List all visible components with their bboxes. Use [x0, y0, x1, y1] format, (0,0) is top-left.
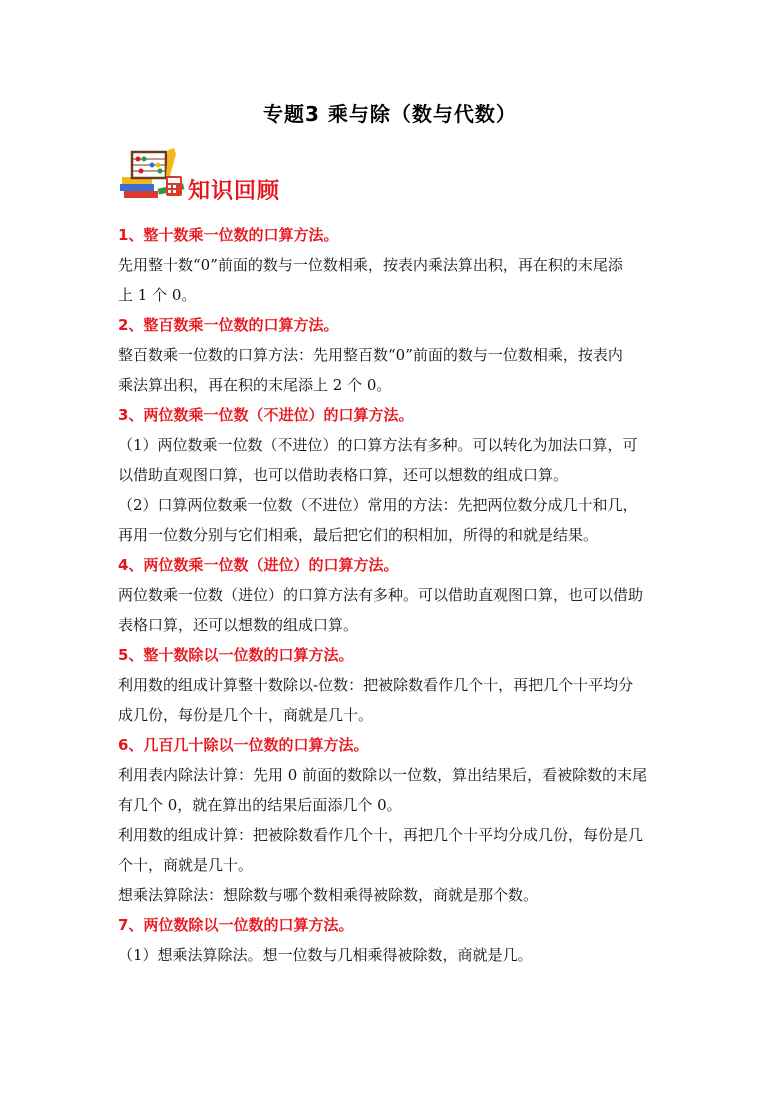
page-title: 专题3 乘与除（数与代数）: [263, 102, 517, 126]
section-heading: 6、几百几十除以一位数的口算方法。: [118, 736, 369, 754]
section-heading: 2、整百数乘一位数的口算方法。: [118, 316, 339, 334]
paragraph-line: 两位数乘一位数（进位）的口算方法有多种。可以借助直观图口算，也可以借助: [118, 586, 644, 604]
section-heading: 7、两位数除以一位数的口算方法。: [118, 916, 354, 934]
school-supplies-icon: [118, 146, 186, 202]
paragraph-line: 整百数乘一位数的口算方法：先用整百数“0”前面的数与一位数相乘，按表内: [118, 346, 623, 364]
paragraph-line: 有几个 0，就在算出的结果后面添几个 0。: [118, 796, 402, 814]
paragraph-line: （2）口算两位数乘一位数（不进位）常用的方法：先把两位数分成几十和几，: [118, 496, 638, 514]
banner-label: 知识回顾: [188, 178, 281, 204]
paragraph-line: 个十，商就是几十。: [118, 856, 254, 874]
section-heading: 3、两位数乘一位数（不进位）的口算方法。: [118, 406, 414, 424]
paragraph-line: （1）两位数乘一位数（不进位）的口算方法有多种。可以转化为加法口算，可: [118, 436, 638, 454]
knowledge-review-banner: [118, 146, 318, 208]
section-heading: 1、整十数乘一位数的口算方法。: [118, 226, 339, 244]
paragraph-line: 想乘法算除法：想除数与哪个数相乘得被除数，商就是那个数。: [118, 886, 539, 904]
paragraph-line: 乘法算出积，再在积的末尾添上 2 个 0。: [118, 376, 392, 394]
paragraph-line: 表格口算，还可以想数的组成口算。: [118, 616, 359, 634]
paragraph-line: 上 1 个 0。: [118, 286, 197, 304]
paragraph-line: （1）想乘法算除法。想一位数与几相乘得被除数，商就是几。: [118, 946, 533, 964]
section-heading: 5、整十数除以一位数的口算方法。: [118, 646, 354, 664]
paragraph-line: 成几份，每份是几个十，商就是几十。: [118, 706, 374, 724]
section-heading: 4、两位数乘一位数（进位）的口算方法。: [118, 556, 399, 574]
paragraph-line: 以借助直观图口算，也可以借助表格口算，还可以想数的组成口算。: [118, 466, 569, 484]
paragraph-line: 利用数的组成计算整十数除以-位数：把被除数看作几个十，再把几个十平均分: [118, 676, 634, 694]
paragraph-line: 先用整十数“0”前面的数与一位数相乘，按表内乘法算出积，再在积的末尾添: [118, 256, 623, 274]
paragraph-line: 利用数的组成计算：把被除数看作几个十，再把几个十平均分成几份，每份是几: [118, 826, 644, 844]
paragraph-line: 利用表内除法计算：先用 0 前面的数除以一位数，算出结果后，看被除数的末尾: [118, 766, 648, 784]
content-body: [118, 220, 666, 970]
paragraph-line: 再用一位数分别与它们相乘，最后把它们的积相加，所得的和就是结果。: [118, 526, 599, 544]
